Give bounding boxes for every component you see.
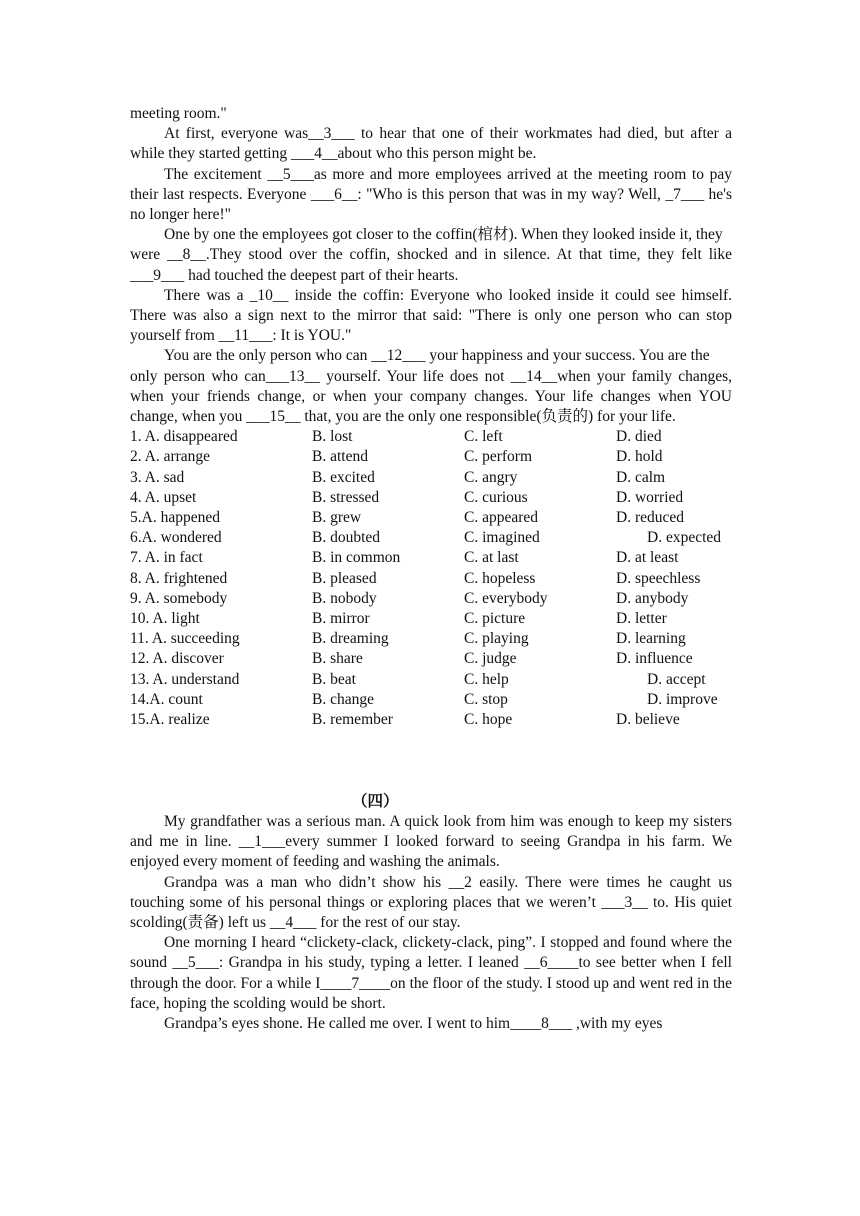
option-a: 14.A. count (130, 690, 203, 708)
option-a: 7. A. in fact (130, 549, 203, 567)
option-c: C. stop (464, 690, 508, 708)
option-d: D. believe (616, 710, 680, 728)
option-a: 3. A. sad (130, 468, 185, 486)
option-b: B. doubted (312, 529, 381, 547)
option-a: 1. A. disappeared (130, 428, 238, 446)
option-c: C. curious (464, 488, 528, 506)
option-row (130, 670, 732, 690)
option-c: C. imagined (464, 529, 540, 547)
option-d: D. anybody (616, 589, 689, 607)
option-row (130, 589, 732, 609)
option-c: C. help (464, 670, 509, 688)
option-b: B. stressed (312, 488, 380, 506)
option-c: C. playing (464, 630, 529, 648)
option-row (130, 488, 732, 508)
option-row (130, 548, 732, 568)
option-a: 8. A. frightened (130, 569, 228, 587)
paragraph: At first, everyone was__3___ to hear that one of their workmates had died, but after a while they started getting ___4__about who this person might be. (130, 125, 732, 163)
option-a: 9. A. somebody (130, 589, 228, 607)
option-row (130, 468, 732, 488)
option-d: D. worried (616, 488, 684, 506)
paragraph: One morning I heard “clickety-clack, clickety-clack, ping”. I stopped and found where the sound __5___: Grandpa in his study, typing a letter. I leaned __6____to see better when I fell through the door. For a while I____7____on the floor of the study. I stood up and went red in the face, hoping the scolding would be short. (130, 934, 732, 1012)
option-d: D. hold (616, 448, 663, 466)
option-a: 12. A. discover (130, 650, 224, 668)
paragraph: meeting room." (130, 105, 227, 122)
option-c: C. hopeless (464, 569, 536, 587)
option-c: C. everybody (464, 589, 548, 607)
paragraph: You are the only person who can __12___ your happiness and your success. You are the (164, 347, 710, 365)
option-d: D. expected (647, 529, 722, 547)
option-c: C. perform (464, 448, 533, 466)
option-b: B. share (312, 650, 363, 668)
option-row (130, 690, 732, 710)
option-row (130, 508, 732, 528)
passage-three (130, 104, 732, 427)
option-b: B. lost (312, 428, 353, 446)
option-a: 10. A. light (130, 609, 200, 627)
option-b: B. pleased (312, 569, 377, 587)
paragraph: One by one the employees got closer to the coffin(棺材). When they looked inside it, they (164, 226, 723, 244)
option-a: 15.A. realize (130, 710, 210, 728)
option-c: C. hope (464, 710, 513, 728)
option-d: D. letter (616, 609, 667, 627)
option-b: B. attend (312, 448, 368, 466)
option-row (130, 569, 732, 589)
option-row (130, 609, 732, 629)
paragraph: were __8__.They stood over the coffin, shocked and in silence. At that time, they felt like ___9___ had touched the deepest part of their hearts. (130, 246, 732, 284)
option-c: C. at last (464, 549, 519, 567)
paragraph: Grandpa’s eyes shone. He called me over. I went to him____8___ ,with my eyes (164, 1015, 663, 1033)
option-c: C. picture (464, 609, 526, 627)
paragraph: My grandfather was a serious man. A quick look from him was enough to keep my sisters and me in line. __1___every summer I looked forward to seeing Grandpa in his farm. We enjoyed every moment of feeding and washing the animals. (130, 813, 732, 871)
option-b: B. mirror (312, 609, 370, 627)
option-c: C. left (464, 428, 503, 446)
option-d: D. calm (616, 468, 666, 486)
option-a: 13. A. understand (130, 670, 240, 688)
option-c: C. judge (464, 650, 517, 668)
option-d: D. at least (616, 549, 679, 567)
option-a: 11. A. succeeding (130, 630, 240, 648)
option-a: 2. A. arrange (130, 448, 211, 466)
option-d: D. improve (647, 690, 718, 708)
option-a: 6.A. wondered (130, 529, 222, 547)
option-row (130, 427, 732, 447)
option-row (130, 629, 732, 649)
option-d: D. influence (616, 650, 693, 668)
option-c: C. appeared (464, 509, 539, 526)
option-row (130, 649, 732, 669)
option-row (130, 710, 732, 730)
option-a: 5.A. happened (130, 509, 220, 526)
option-c: C. angry (464, 468, 518, 486)
option-d: D. died (616, 428, 662, 446)
option-d: D. reduced (616, 509, 684, 526)
paragraph: Grandpa was a man who didn’t show his __2 easily. There were times he caught us touching some of his personal things or exploring places that we weren’t ___3__ to. His quiet scolding(责备) left us __4___ for the rest of our stay. (130, 873, 732, 932)
option-b: B. excited (312, 468, 375, 486)
option-b: B. grew (312, 509, 362, 526)
option-row (130, 447, 732, 467)
option-b: B. in common (312, 549, 401, 567)
option-b: B. nobody (312, 589, 377, 607)
option-b: B. remember (312, 710, 393, 728)
exam-page (130, 104, 732, 1034)
option-d: D. learning (616, 630, 686, 648)
answer-options (130, 427, 732, 730)
option-d: D. speechless (616, 569, 701, 587)
option-d: D. accept (647, 670, 706, 688)
passage-four (130, 812, 732, 1034)
paragraph: There was a _10__ inside the coffin: Everyone who looked inside it could see himself. There was also a sign next to the mirror that said: "There is only one person who can stop yourself from __11___: It is YOU." (130, 286, 732, 345)
paragraph: The excitement __5___as more and more employees arrived at the meeting room to pay their last respects. Everyone ___6__: "Who is this person that was in my way? Well, _7___ he's no longer here!" (130, 165, 732, 224)
option-b: B. dreaming (312, 630, 389, 648)
section-title: （四） (352, 792, 399, 811)
option-a: 4. A. upset (130, 488, 197, 506)
paragraph: only person who can___13__ yourself. Your life does not __14__when your family changes, when your friends change, or when your company changes. Your life changes when YOU change, when you ___15__ that, you are the only one responsible(负责的) for your life. (130, 367, 732, 426)
option-b: B. change (312, 690, 374, 708)
option-b: B. beat (312, 670, 356, 688)
option-row (130, 528, 732, 548)
